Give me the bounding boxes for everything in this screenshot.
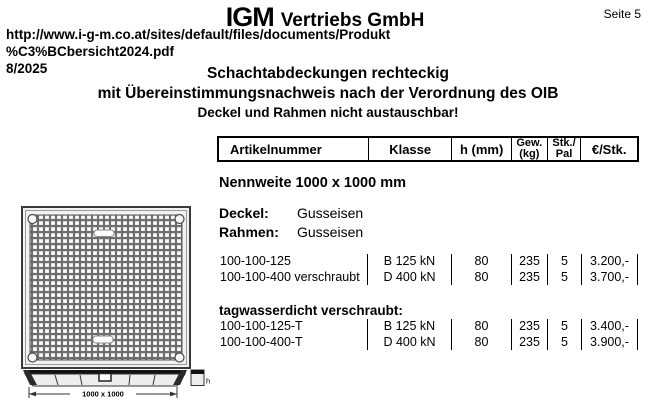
lifting-slot [94,230,114,237]
rahmen-value: Gusseisen [297,224,364,240]
page-number: Seite 5 [603,7,641,21]
column-header-h-mm: h (mm) [451,138,511,160]
column-header-stk-pal: Stk./ Pal [547,138,581,160]
material-row-deckel [219,204,363,223]
corner-bolt-icon [175,353,184,362]
tagwasserdicht-heading: tagwasserdicht verschraubt: [219,303,403,318]
table-row: 100-100-400 verschraubt D 400 kN 80 235 5 3.700,- [217,270,639,286]
deckel-label: Deckel: [219,205,269,221]
section-headings [8,64,648,121]
table-row: 100-100-125-T B 125 kN 80 235 5 3.400,- [217,319,639,335]
dimension-label: 1000 x 1000 [82,389,124,399]
source-url-line2: %C3%BCbersicht2024.pdf [6,44,175,59]
column-header-gewicht: Gew. (kg) [511,138,547,160]
price-rows-tagwasserdicht [217,319,639,350]
cover-section-view [23,370,210,386]
heading-sub: mit Übereinstimmungsnachweis nach der Verordnung des OIB [97,85,559,102]
lifting-slot [93,336,113,343]
table-header-row [217,136,639,162]
corner-bolt-icon [28,353,37,362]
material-list [219,204,363,242]
brand-name: IGM [225,2,274,32]
corner-bolt-icon [175,215,184,224]
deckel-value: Gusseisen [297,205,364,221]
material-row-rahmen [219,223,363,242]
center-notch [99,374,111,382]
heading-main: Schachtabdeckungen rechteckig [206,65,450,82]
technical-drawing [14,202,214,405]
brand-suffix: Vertriebs GmbH [280,10,425,31]
corner-bolt-icon [28,215,37,224]
nennweite-heading: Nennweite 1000 x 1000 mm [219,175,406,191]
table-row: 100-100-400-T D 400 kN 80 235 5 3.900,- [217,335,639,351]
source-url-line1: http://www.i-g-m.co.at/sites/default/files/documents/Produkt [6,27,391,42]
height-label: h [206,376,211,386]
column-header-preis: €/Stk. [580,138,637,160]
table-row: 100-100-125 B 125 kN 80 235 5 3.200,- [217,254,639,270]
rahmen-label: Rahmen: [219,224,279,240]
document-date: 8/2025 [6,61,48,76]
price-rows-standard [217,254,639,285]
cover-top-view [22,207,190,368]
column-header-artikelnummer: Artikelnummer [230,141,322,157]
heading-note: Deckel und Rahmen nicht austauschbar! [197,105,459,120]
column-header-klasse: Klasse [368,138,451,160]
